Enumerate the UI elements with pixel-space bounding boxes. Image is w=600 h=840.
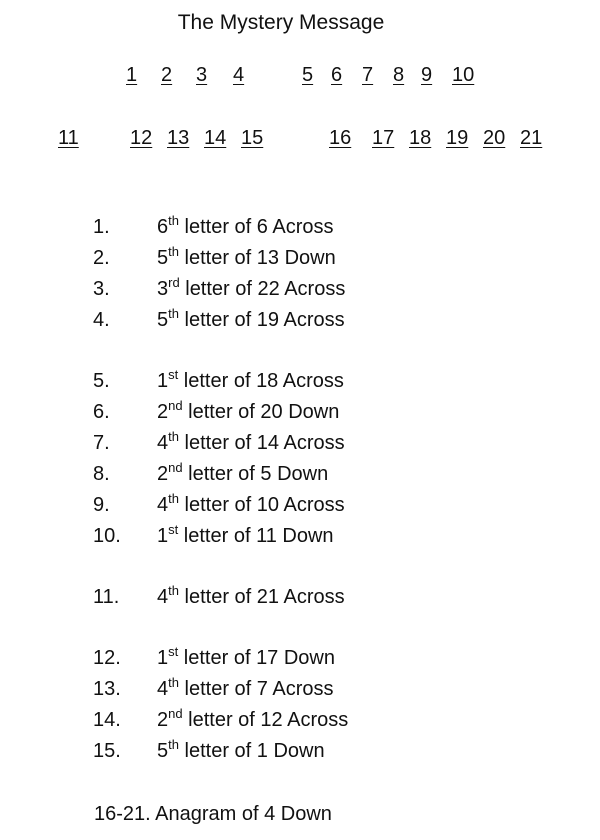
clue-number: 1.: [93, 216, 110, 238]
message-blank: 10: [452, 64, 475, 86]
clue-item: [0, 490, 600, 520]
message-blank: 14: [204, 127, 227, 149]
clue-item: [0, 366, 600, 396]
message-blank: 3: [196, 64, 208, 86]
message-blank: 8: [393, 64, 405, 86]
message-blank: 13: [167, 127, 190, 149]
clue-number: 9.: [93, 494, 110, 516]
clue-item: [0, 305, 600, 335]
clue-number: 4.: [93, 309, 110, 331]
clue-item: [0, 674, 600, 704]
clue-item: [0, 459, 600, 489]
clue-number: 13.: [93, 678, 121, 700]
anagram-clue: 16-21. Anagram of 4 Down: [94, 803, 332, 825]
clue-text: 5th letter of 13 Down: [157, 244, 336, 269]
clue-text: 1st letter of 17 Down: [157, 644, 335, 669]
message-blank: 7: [362, 64, 374, 86]
clue-item: [0, 521, 600, 551]
clue-item: [0, 397, 600, 427]
clue-number: 5.: [93, 370, 110, 392]
message-blank: 4: [233, 64, 245, 86]
clue-item: [0, 274, 600, 304]
message-blank: 21: [520, 127, 543, 149]
clue-number: 10.: [93, 525, 121, 547]
clue-text: 2nd letter of 20 Down: [157, 398, 340, 423]
clue-text: 4th letter of 10 Across: [157, 491, 345, 516]
message-blank: 15: [241, 127, 264, 149]
clue-item: [0, 705, 600, 735]
clue-text: 4th letter of 7 Across: [157, 675, 334, 700]
clue-number: 11.: [93, 586, 120, 608]
clue-text: 1st letter of 18 Across: [157, 367, 344, 392]
message-blank: 11: [58, 127, 79, 149]
clue-text: 6th letter of 6 Across: [157, 213, 334, 238]
message-blank: 6: [331, 64, 343, 86]
clue-text: 4th letter of 14 Across: [157, 429, 345, 454]
clue-number: 2.: [93, 247, 110, 269]
clue-text: 3rd letter of 22 Across: [157, 275, 346, 300]
message-blank: 5: [302, 64, 314, 86]
clue-number: 15.: [93, 740, 121, 762]
clue-item: [0, 212, 600, 242]
clue-text: 4th letter of 21 Across: [157, 583, 345, 608]
clue-item: [0, 243, 600, 273]
message-blank: 9: [421, 64, 433, 86]
message-blank: 18: [409, 127, 432, 149]
page-title: The Mystery Message: [177, 11, 385, 34]
clue-item: [0, 736, 600, 766]
clue-text: 5th letter of 1 Down: [157, 737, 325, 762]
clue-text: 2nd letter of 5 Down: [157, 460, 329, 485]
message-blank: 20: [483, 127, 506, 149]
clue-number: 12.: [93, 647, 121, 669]
clue-number: 14.: [93, 709, 121, 731]
clue-item: [0, 428, 600, 458]
clue-item: [0, 643, 600, 673]
message-blank: 19: [446, 127, 469, 149]
message-blank: 1: [126, 64, 138, 86]
message-blank: 12: [130, 127, 153, 149]
clue-number: 3.: [93, 278, 110, 300]
clue-text: 5th letter of 19 Across: [157, 306, 345, 331]
clue-number: 6.: [93, 401, 110, 423]
clue-number: 8.: [93, 463, 110, 485]
message-blank: 16: [329, 127, 352, 149]
message-blank: 17: [372, 127, 395, 149]
clue-number: 7.: [93, 432, 110, 454]
clue-item: [0, 582, 600, 612]
clue-text: 2nd letter of 12 Across: [157, 706, 349, 731]
clue-text: 1st letter of 11 Down: [157, 522, 334, 547]
message-blank: 2: [161, 64, 173, 86]
